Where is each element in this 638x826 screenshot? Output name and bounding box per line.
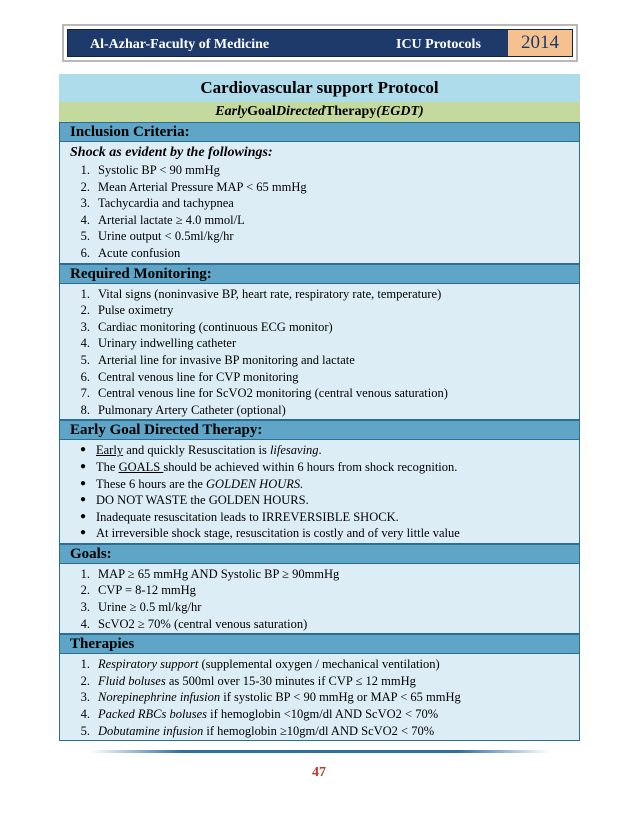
protocol-table [59,74,580,741]
item-number: 2. [80,583,90,598]
item-number: 6. [80,245,90,260]
item-text [98,706,438,723]
text-segment: . [318,443,322,458]
list-item [60,442,579,459]
list-item [60,162,579,179]
list-item [60,319,579,336]
list-item [60,369,579,386]
item-text: ScVO2 ≥ 70% (central venous saturation) [98,616,308,631]
subtitle-goal: Goal [247,104,276,119]
bullet-icon: ● [79,460,86,472]
item-text: Central venous line for CVP monitoring [98,369,299,384]
list-item [60,582,579,599]
monitoring-heading: Required Monitoring: [59,264,580,284]
lifesaving-emphasis: lifesaving [269,443,319,458]
goals-heading: Goals: [59,544,580,564]
item-text [98,673,416,690]
text-segment: These 6 hours are the [96,476,207,491]
list-item [60,706,579,723]
list-item [60,402,579,419]
list-item [60,476,579,493]
protocol-subtitle [59,102,580,122]
list-item [60,656,579,673]
protocol-title: Cardiovascular support Protocol [59,74,580,102]
egdt-heading: Early Goal Directed Therapy: [59,420,580,440]
item-text: Central venous line for ScVO2 monitoring (central venous saturation) [98,386,448,401]
item-number: 4. [80,212,90,227]
monitoring-list [60,286,579,419]
item-text [98,723,434,740]
item-text: Urinary indwelling catheter [98,336,237,351]
list-item [60,616,579,633]
item-number: 4. [80,336,90,351]
list-item [60,599,579,616]
therapy-detail: (supplemental oxygen / mechanical ventilation) [198,657,440,672]
item-text: Arterial lactate ≥ 4.0 mmol/L [98,212,245,227]
page-header [62,24,578,62]
item-number: 1. [80,566,90,581]
item-text: Arterial line for invasive BP monitoring and lactate [98,352,355,367]
item-text: Urine ≥ 0.5 ml/kg/hr [98,600,202,615]
item-text: Urine output < 0.5ml/kg/hr [98,229,234,244]
list-item [60,509,579,526]
therapy-detail: if hemoglobin ≥10gm/dl AND ScVO2 < 70% [203,723,435,738]
list-item [60,212,579,229]
list-item [60,492,579,509]
item-text [96,459,457,476]
bullet-icon: ● [79,527,86,539]
item-number: 4. [80,707,90,722]
goals-list [60,566,579,632]
subtitle-therapy: Therapy [324,104,377,119]
item-number: 6. [80,369,90,384]
therapy-name: Dobutamine infusion [98,723,204,738]
bullet-icon: ● [79,510,86,522]
item-number: 4. [80,616,90,631]
golden-hours-emphasis: GOLDEN HOURS. [206,476,304,491]
item-number: 5. [80,229,90,244]
header-series: ICU Protocols [396,37,481,52]
list-item [60,673,579,690]
item-text: Tachycardia and tachypnea [98,196,234,211]
page-number: 47 [312,765,326,780]
item-number: 3. [80,319,90,334]
list-item [60,335,579,352]
list-item [60,566,579,583]
list-item [60,302,579,319]
therapy-name: Packed RBCs boluses [98,707,208,722]
item-number: 5. [80,723,90,738]
footer-divider [90,750,550,753]
therapy-name: Respiratory support [98,657,199,672]
item-number: 3. [80,690,90,705]
subtitle-post: (EGDT) [376,104,424,119]
item-text: Mean Arterial Pressure MAP < 65 mmHg [98,179,307,194]
item-number: 2. [80,179,90,194]
item-number: 1. [80,657,90,672]
item-text: Vital signs (noninvasive BP, heart rate, respiratory rate, temperature) [98,286,442,301]
text-segment: should be achieved within 6 hours from shock recognition. [163,459,458,474]
list-item [60,352,579,369]
header-institution: Al-Azhar-Faculty of Medicine [90,37,270,52]
list-item [60,723,579,740]
list-item [60,286,579,303]
therapies-list [60,656,579,739]
header-bar [67,29,573,57]
therapy-name: Fluid boluses [98,673,166,688]
list-item [60,689,579,706]
bullet-icon: ● [79,444,86,456]
text-segment: The [96,459,119,474]
therapy-detail: if systolic BP < 90 mmHg or MAP < 65 mmHg [220,690,461,705]
item-text: At irreversible shock stage, resuscitation is costly and of very little value [96,526,460,541]
monitoring-body [59,284,580,421]
item-text: Pulmonary Artery Catheter (optional) [98,402,286,417]
early-underlined: Early [96,443,124,458]
item-text [96,476,303,493]
bullet-icon: ● [79,477,86,489]
goals-underlined: GOALS [118,459,164,474]
header-year: 2014 [508,30,572,56]
subtitle-pre: Early [215,104,248,119]
item-text: MAP ≥ 65 mmHg AND Systolic BP ≥ 90mmHg [98,566,340,581]
list-item [60,195,579,212]
item-number: 2. [80,303,90,318]
inclusion-heading: Inclusion Criteria: [59,122,580,142]
subtitle-mid: Directed [275,104,325,119]
therapy-detail: if hemoglobin <10gm/dl AND ScVO2 < 70% [207,707,439,722]
list-item [60,459,579,476]
item-text: Inadequate resuscitation leads to IRREVERSIBLE SHOCK. [96,509,399,524]
list-item [60,385,579,402]
goals-body [59,564,580,634]
item-text: Systolic BP < 90 mmHg [98,163,220,177]
therapies-body [59,654,580,741]
list-item [60,228,579,245]
item-text: Cardiac monitoring (continuous ECG monitor) [98,319,333,334]
list-item [60,179,579,196]
item-text: DO NOT WASTE the GOLDEN HOURS. [96,493,309,508]
text-segment: and quickly Resuscitation is [123,443,270,458]
list-item [60,525,579,542]
item-number: 7. [80,386,90,401]
therapy-detail: as 500ml over 15-30 minutes if CVP ≤ 12 mmHg [165,673,416,688]
item-number: 8. [80,402,90,417]
inclusion-subheading: Shock as evident by the followings: [70,145,273,160]
inclusion-list [60,162,579,262]
therapy-name: Norepinephrine infusion [98,690,221,705]
item-text: Acute confusion [98,245,181,260]
item-text: CVP = 8-12 mmHg [98,583,196,598]
item-number: 1. [80,286,90,301]
item-number: 3. [80,196,90,211]
item-text [98,656,440,673]
item-text [96,442,322,459]
item-number: 1. [80,163,90,177]
therapies-heading: Therapies [59,634,580,654]
item-number: 3. [80,600,90,615]
list-item [60,245,579,262]
item-number: 5. [80,352,90,367]
egdt-body [59,440,580,544]
item-number: 2. [80,673,90,688]
bullet-icon: ● [79,494,86,506]
item-text: Pulse oximetry [98,303,174,318]
item-text [98,689,461,706]
egdt-list [60,442,579,542]
inclusion-body [59,142,580,264]
